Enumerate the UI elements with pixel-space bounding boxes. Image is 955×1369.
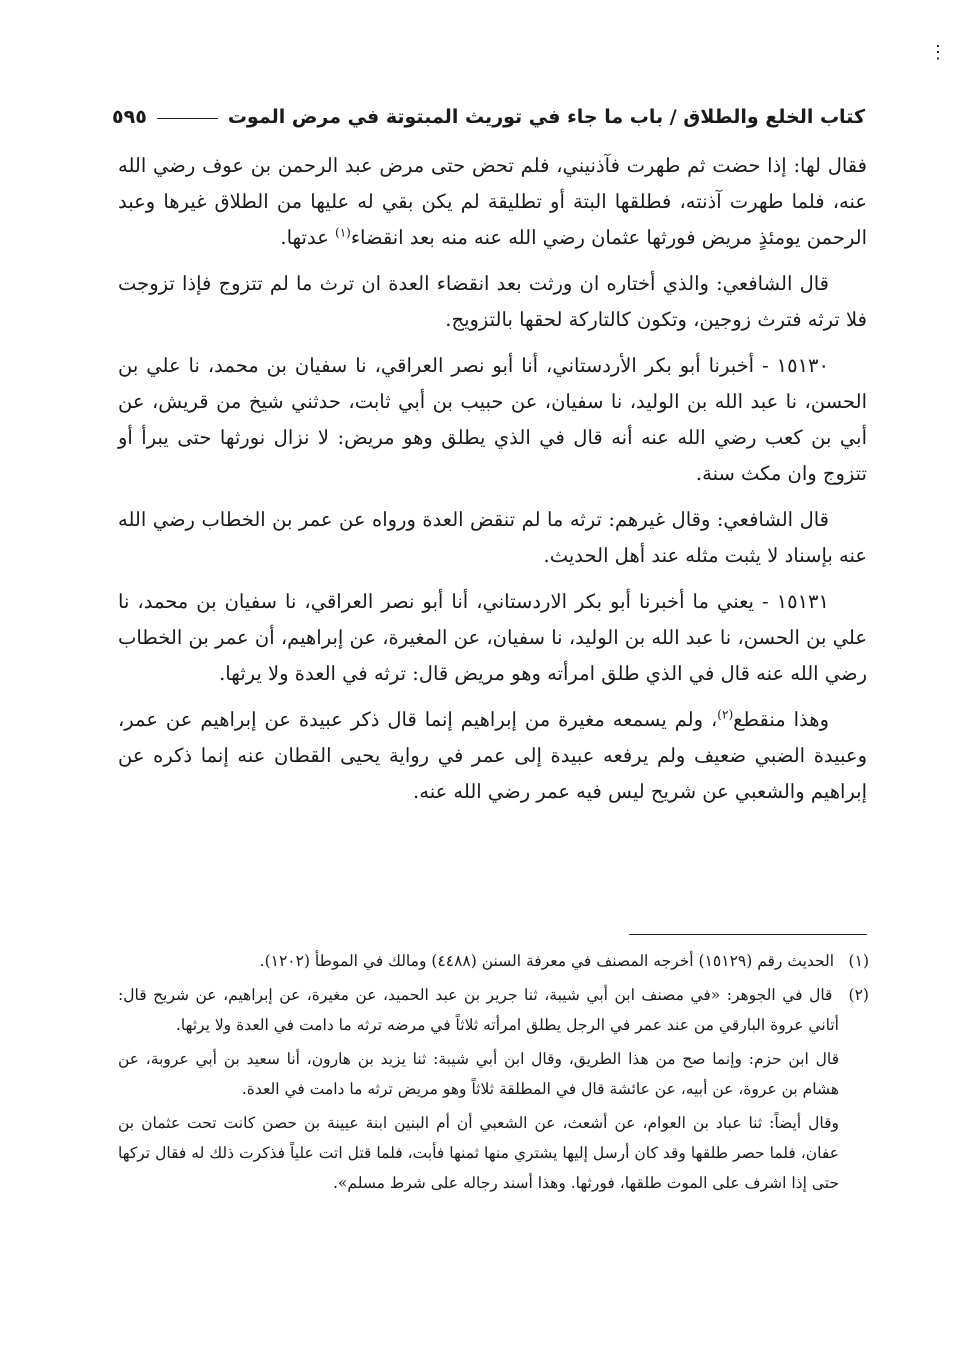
footnote-1-text: الحديث رقم (١٥١٢٩) أخرجه المصنف في معرفة السنن (٤٤٨٨) ومالك في الموطأ (١٢٠٢). [259, 952, 835, 970]
header-title: كتاب الخلع والطلاق / باب ما جاء في توريث المبتوتة في مرض الموت [227, 106, 865, 128]
paragraph-2: قال الشافعي: والذي أختاره ان ورثت بعد انقضاء العدة ان ترث ما لم تتزوج فإذا تزوجت فلا ترثه فترث زوجين، وتكون كالتاركة لحقها بالتزويج. [118, 272, 867, 331]
page-number: ٥٩٥ [112, 106, 147, 128]
footnote-2-part-2: قال ابن حزم: وإنما صح من هذا الطريق، وقال ابن أبي شيبة: ثنا يزيد بن هارون، أنا سعيد بن أبي عروبة، عن هشام بن عروة، عن أبيه، عن عائشة قال في المطلقة ثلاثاً وهو مريض ترثه ما دامت في العدة. [118, 1050, 839, 1098]
footnote-1 [118, 946, 869, 976]
paragraph-6-tail: ، ولم يسمعه مغيرة من إبراهيم إنما قال ذكر عبيدة عن إبراهيم عن عمر، وعبيدة الضبي ضعيف ولم يرفعه عبيدة إلى عمر في رواية يحيى القطان عنه إنما ذكره عن إبراهيم والشعبي عن شريح ليس فيه عمر رضي الله عنه. [118, 708, 867, 803]
header-rule [157, 118, 218, 119]
paragraph-1-tail: عدتها. [280, 226, 336, 249]
footnote-2-text: قال في الجوهر: «في مصنف ابن أبي شيبة، ثنا جرير بن عبد الحميد، عن مغيرة، عن إبراهيم، عن شريح قال: أتاني عروة البارقي من عند عمر في الرجل يطلق امرأته ثلاثاً في مرضه ترثه ما دامت في العدة ولا يرثها. [118, 986, 839, 1034]
hadith-15131: ١٥١٣١ - يعني ما أخبرنا أبو بكر الاردستاني، أنا أبو نصر العراقي، نا سفيان بن محمد، نا علي بن الحسن، نا عبد الله بن الوليد، نا سفيان، عن المغيرة، عن إبراهيم، أن عمر بن الخطاب رضي الله عنه قال في الذي طلق امرأته وهو مريض قال: ترثه في العدة ولا يرثها. [118, 590, 867, 685]
paragraph-6 [118, 702, 867, 810]
scan-edge-mark: ⋮ [929, 42, 947, 63]
running-header [112, 88, 865, 128]
footnote-separator [629, 934, 867, 935]
paragraph-1 [118, 148, 867, 256]
footnote-ref-1: (١) [335, 225, 351, 240]
paragraph-4: قال الشافعي: وقال غيرهم: ترثه ما لم تنقض العدة ورواه عن عمر بن الخطاب رضي الله عنه بإسناد لا يثبت مثله عند أهل الحديث. [118, 508, 867, 567]
footnote-2-part-3: وقال أيضاً: ثنا عباد بن العوام، عن أشعث، عن الشعبي أن أم البنين ابنة عيينة بن حصن كانت تحت عثمان بن عفان، فلما حصر طلقها وقد كان أرسل إليها يشتري منها ثمنها فأبت، فلما قتل اتت علياً فذكرت ذلك له فقال تركها حتى إذا اشرف على الموت طلقها، فورثها. وهذا أسند رجاله على شرط مسلم». [118, 1114, 839, 1192]
footnote-ref-2: (٢) [717, 707, 734, 722]
paragraph-6-text: وهذا منقطع [733, 708, 829, 731]
footnotes [118, 946, 869, 1202]
hadith-15130: ١٥١٣٠ - أخبرنا أبو بكر الأردستاني، أنا أبو نصر العراقي، نا سفيان بن محمد، نا علي بن الحسن، نا عبد الله بن الوليد، نا سفيان، عن حبيب بن أبي ثابت، حدثني شيخ من قريش، عن أبي بن كعب رضي الله عنه أنه قال في الذي يطلق وهو مريض: لا نزال نورثها حتى يبرأ أو تتزوج وان مكث سنة. [118, 354, 867, 485]
footnote-1-number: (١) [848, 952, 869, 970]
main-text [118, 148, 867, 820]
footnote-2-number: (٢) [848, 986, 869, 1004]
paragraph-1-text: فقال لها: إذا حضت ثم طهرت فآذنيني، فلم تحض حتى مرض عبد الرحمن بن عوف رضي الله عنه، فلما طهرت آذنته، فطلقها البتة أو تطليقة لم يكن بقي له عليها من الطلاق غيرها وعبد الرحمن يومئذٍ مريض فورثها عثمان رضي الله عنه منه بعد انقضاء [118, 154, 867, 249]
footnote-2 [118, 980, 869, 1040]
